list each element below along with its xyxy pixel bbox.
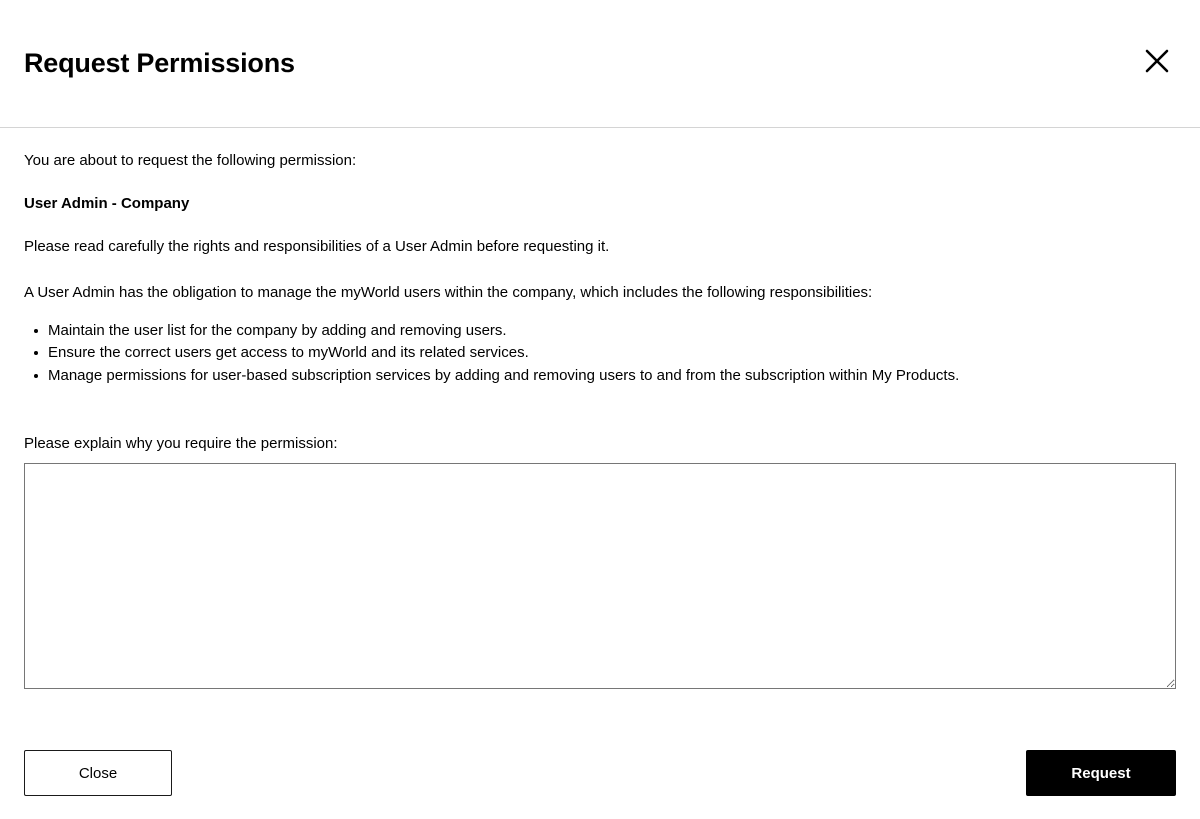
close-icon-glyph — [1144, 48, 1170, 74]
list-item: Manage permissions for user-based subscription services by adding and removing users to and from the subscription within My Products. — [48, 365, 1176, 387]
dialog-body — [0, 128, 1200, 727]
dialog-header — [0, 0, 1200, 128]
list-item: Ensure the correct users get access to myWorld and its related services. — [48, 342, 1176, 364]
close-icon[interactable] — [1138, 42, 1176, 80]
permission-name: User Admin - Company — [24, 194, 190, 212]
intro-text: You are about to request the following permission: — [24, 152, 357, 169]
request-button[interactable]: Request — [1026, 750, 1176, 796]
list-item: Maintain the user list for the company by adding and removing users. — [48, 320, 1176, 342]
read-carefully-text: Please read carefully the rights and responsibilities of a User Admin before requesting it. — [24, 237, 610, 255]
dialog-footer — [0, 727, 1200, 819]
responsibilities-list — [24, 320, 1176, 387]
close-button[interactable]: Close — [24, 750, 172, 796]
obligation-text: A User Admin has the obligation to manage the myWorld users within the company, which includes the following responsibilities: — [24, 283, 873, 301]
explanation-input[interactable] — [24, 463, 1176, 689]
page-title: Request Permissions — [24, 48, 295, 79]
explain-label: Please explain why you require the permission: — [24, 434, 338, 452]
